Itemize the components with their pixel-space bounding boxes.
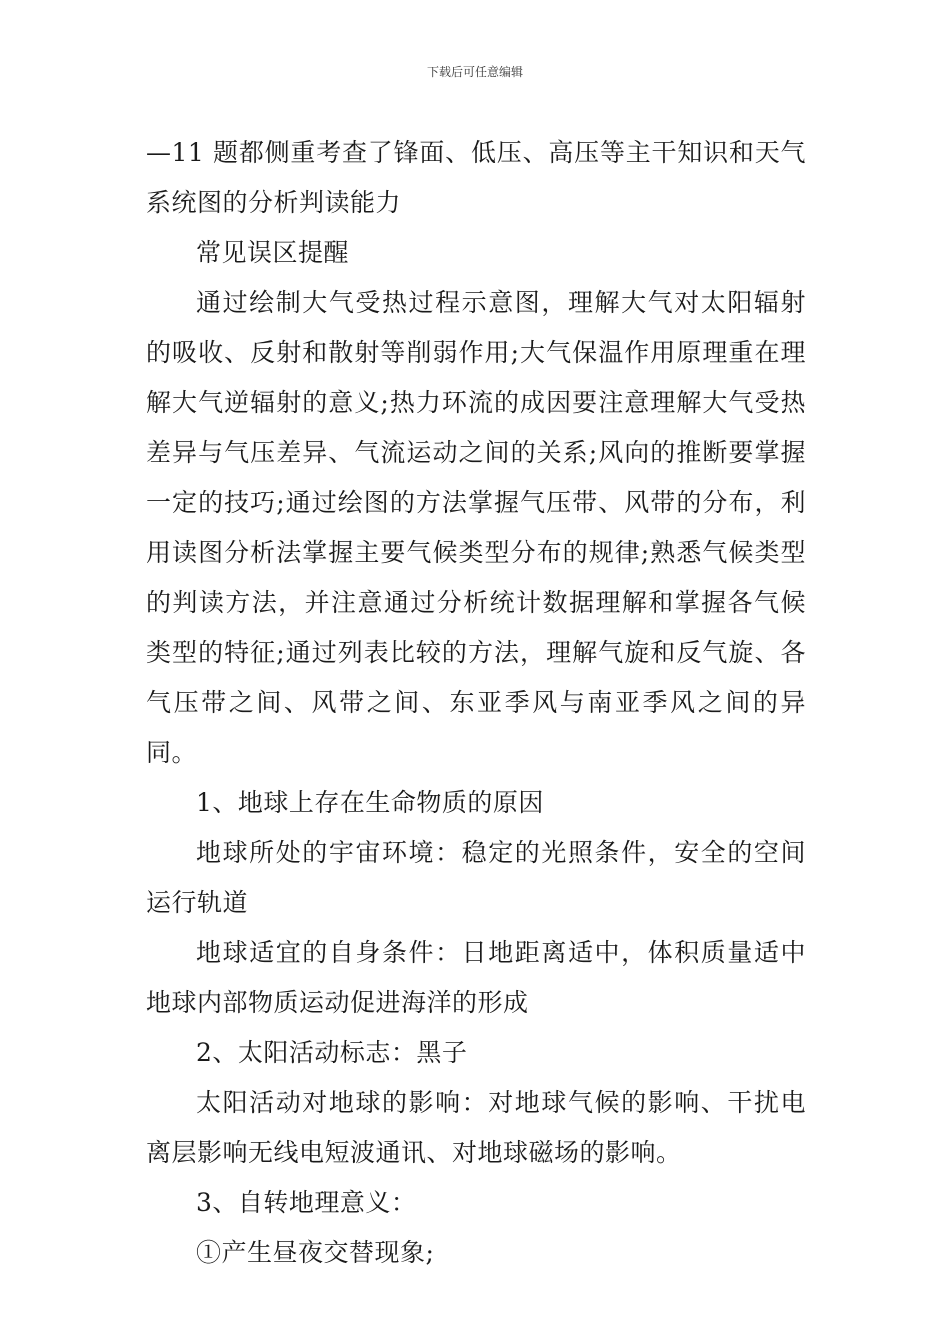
paragraph-study-tips: 通过绘制大气受热过程示意图，理解大气对太阳辐射的吸收、反射和散射等削弱作用;大气保温作用原理重在理解大气逆辐射的意义;热力环流的成因要注意理解大气受热差异与气压差异、气流运动之间的关系;风向的推断要掌握一定的技巧;通过绘图的方法掌握气压带、风带的分布，利用读图分析法掌握主要气候类型分布的规律;熟悉气候类型的判读方法，并注意通过分析统计数据理解和掌握各气候类型的特征;通过列表比较的方法，理解气旋和反气旋、各气压带之间、风带之间、东亚季风与南亚季风之间的异同。 [146,288,806,767]
section-heading-common-mistakes: 常见误区提醒 [196,238,350,267]
item-heading-rotation: 3、自转地理意义： [196,1188,417,1217]
item-heading-life-on-earth: 1、地球上存在生命物质的原因 [196,788,544,817]
list-item-day-night: ①产生昼夜交替现象; [196,1238,435,1267]
page-header-note: 下载后可任意编辑 [426,65,523,79]
document-body [146,128,806,1278]
paragraph-question-note: —11 题都侧重考查了锋面、低压、高压等主干知识和天气系统图的分析判读能力 [146,138,806,217]
item-heading-solar-activity: 2、太阳活动标志：黑子 [196,1038,468,1067]
paragraph-earth-conditions: 地球适宜的自身条件：日地距离适中，体积质量适中地球内部物质运动促进海洋的形成 [146,938,806,1017]
paragraph-solar-impact: 太阳活动对地球的影响：对地球气候的影响、干扰电离层影响无线电短波通讯、对地球磁场的影响。 [146,1088,806,1167]
paragraph-cosmic-environment: 地球所处的宇宙环境：稳定的光照条件，安全的空间运行轨道 [146,838,806,917]
